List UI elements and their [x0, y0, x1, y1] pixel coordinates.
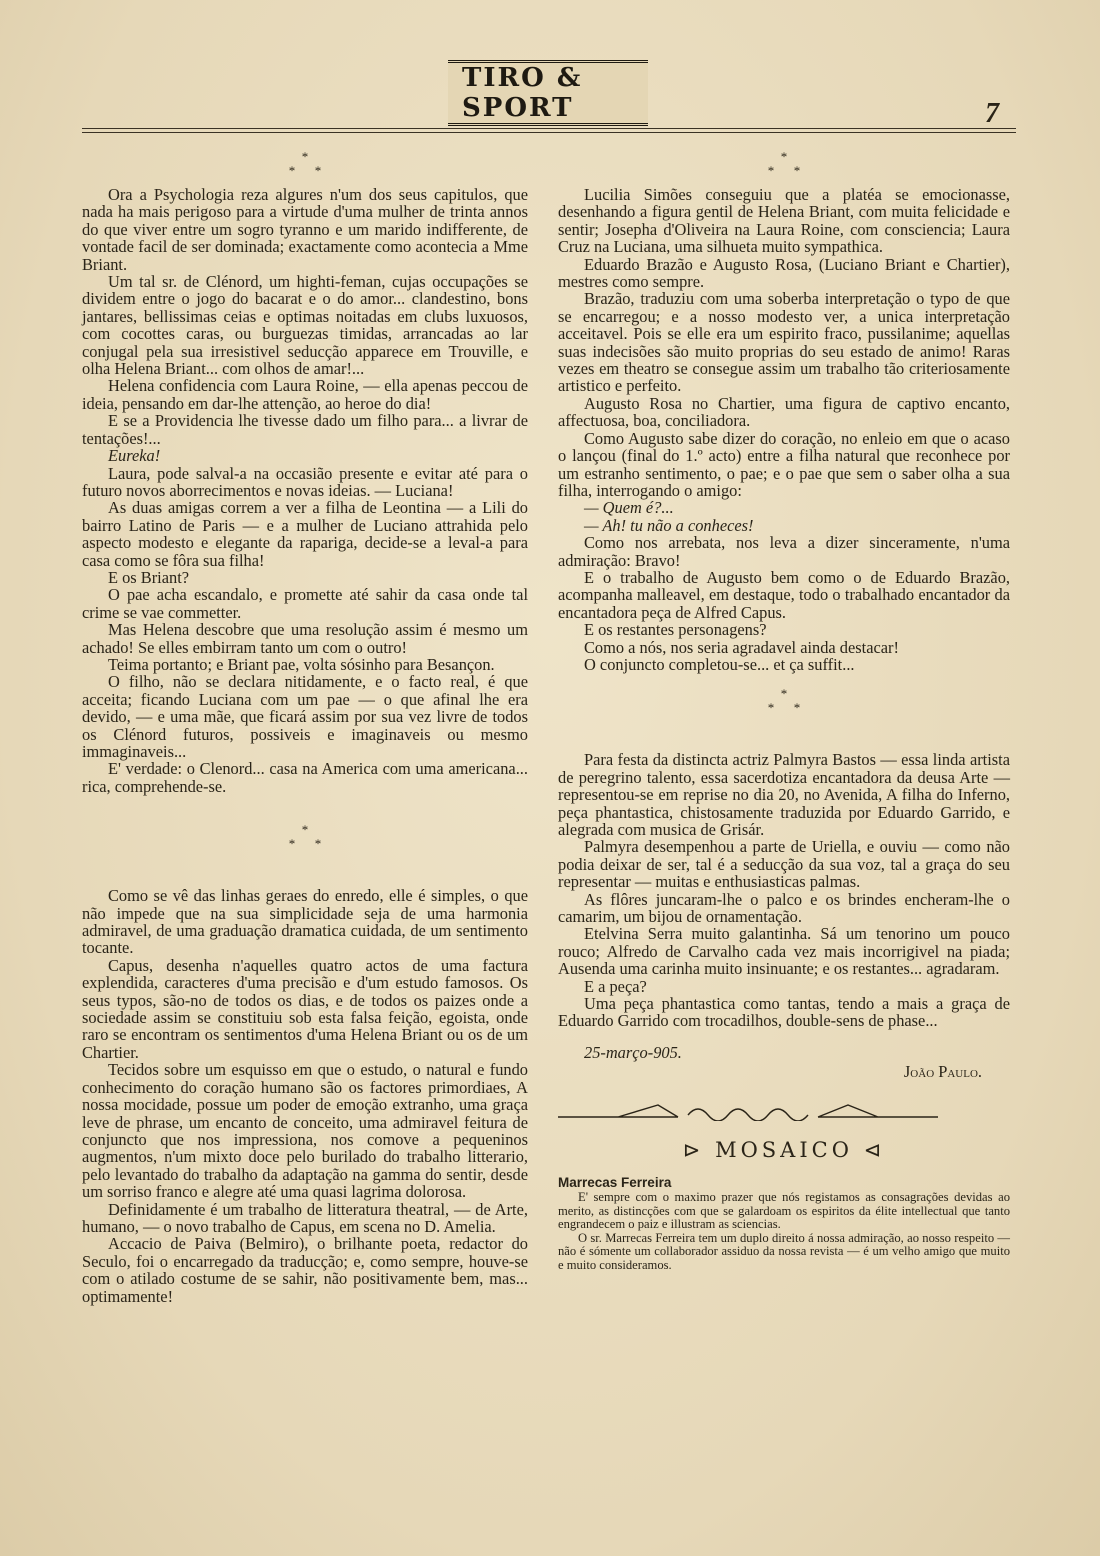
- paragraph: Brazão, traduziu com uma soberba interpretação o typo de que se encarregou; e a nosso modesto ver, a unica interpretação acceitavel. Pois se elle era um espirito fraco, pussilanime; aquellas suas indecisões são muito proprias do seu estado de animo! Raras vezes em theatro se consegue assim um trabalho tão criteriosamente artistico e perfeito.: [558, 289, 1010, 396]
- paragraph: Como Augusto sabe dizer do coração, no enleio em que o acaso o lançou (final do 1.º acto) entre a filha natural que reconhece por um estranho sentimento, o pae; e o pae que sem o saber olha a sua filha, interrogando o amigo:: [558, 428, 1010, 500]
- paragraph: Lucilia Simões conseguiu que a platéa se emocionasse, desenhando a figura gentil de Helena Briant, com muita felicidade e sentir; Josepha d'Oliveira na Laura Roine, com consciencia; Laura Cruz na Luciana, uma silhueta muito sympathica.: [558, 185, 1010, 257]
- subsection-heading: Marrecas Ferreira: [558, 1174, 672, 1190]
- author-signature: João Paulo.: [903, 1062, 982, 1082]
- paragraph: As flôres juncaram-lhe o palco e os brindes encheram-lhe o camarim, um bijou de ornamentação.: [558, 889, 1010, 927]
- paragraph: O filho, não se declara nitidamente, e o facto real, é que acceita; ficando Luciana com um pae — o que afinal lhe era devido, — e uma mãe, que ficará assim por sua vez livre de todos os Clénord futuros, possiveis e imaginaveis ou mesmo immaginaveis...: [82, 672, 528, 761]
- paragraph: Uma peça phantastica como tantas, tendo a mais a graça de Eduardo Garrido com trocadilhos, double-sens de phase...: [558, 994, 1010, 1031]
- paragraph: Eduardo Brazão e Augusto Rosa, (Luciano Briant e Chartier), mestres como sempre.: [558, 254, 1010, 292]
- section-separator: * * *: [288, 149, 322, 178]
- paragraph: E se a Providencia lhe tivesse dado um filho para... a livrar de tentações!...: [82, 411, 528, 448]
- paragraph: Como a nós, nos seria agradavel ainda destacar!: [584, 637, 899, 657]
- paragraph: E o trabalho de Augusto bem como o de Eduardo Brazão, acompanha malleavel, em destaque, todo o trabalhado encantador da encantadora peça de Alfred Capus.: [558, 567, 1010, 622]
- paragraph: Accacio de Paiva (Belmiro), o brilhante poeta, redactor do Seculo, foi o encarregado da traducção; e, como sempre, houve-se com o atilado costume de se sahir, não positivamente bem, mas... optimamente!: [82, 1234, 528, 1306]
- section-separator: * * *: [288, 822, 322, 852]
- pointing-hand-left-icon: ⊳: [682, 1138, 705, 1163]
- paragraph: Augusto Rosa no Chartier, uma figura de captivo encanto, affectuosa, boa, conciliadora.: [558, 393, 1010, 431]
- paragraph: O sr. Marrecas Ferreira tem um duplo direito á nossa admiração, ao nosso respeito — não é sómente um collaborador assiduo da nossa revista — é um velho amigo que muito e muito consideramos.: [558, 1230, 1010, 1272]
- ornamental-divider: [558, 1099, 938, 1121]
- dialogue-line: — Ah! tu não a conheces!: [584, 515, 754, 535]
- section-title-mosaico: ⊳ MOSAICO ⊲: [682, 1138, 886, 1163]
- paragraph: Mas Helena descobre que uma resolução assim é mesmo um achado! Se elles embirram tanto um com o outro!: [82, 620, 528, 657]
- section-separator: * * *: [767, 686, 801, 716]
- paragraph: Como nos arrebata, nos leva a dizer sinceramente, n'uma admiração: Bravo!: [558, 533, 1010, 570]
- paragraph: Capus, desenha n'aquelles quatro actos de uma factura explendida, caracteres d'uma precisão e d'um estudo famosos. Os seus typos, são-no de todos os dias, e de todos os paizes onde a sociedade assim se constituiu sob esta falsa feição, egoista, onde raro se encontram os sentimentos d'uma Helena Briant ou os de um Chartier.: [82, 955, 528, 1062]
- mosaico-body: [558, 1191, 1010, 1273]
- right-column: [558, 150, 1010, 1272]
- paragraph: Tecidos sobre um esquisso em que o estudo, o natural e fundo conhecimento do coração humano são os factores primordiaes, A nossa mocidade, possue um poder de emoção extranho, uma graça leve de phrase, um encanto de conceito, uma admiravel feitura de conjuncto que nos impressiona, nos comove a pequeninos augmentos, n'um mixto doce pelo burilado do trabalho litterario, pelo levantado do trabalho da adaptação na gamma do sentir, desde um sorriso franco e alegre até uma quasi lagrima dolorosa.: [82, 1060, 528, 1202]
- paragraph: Helena confidencia com Laura Roine, — ella apenas peccou de ideia, pensando em dar-lhe attenção, ao heroe do dia!: [82, 376, 528, 413]
- paragraph: E' verdade: o Clenord... casa na America com uma americana... rica, comprehende-se.: [82, 759, 528, 796]
- paragraph: O conjuncto completou-se... et ça suffit...: [584, 654, 855, 674]
- page-number: 7: [985, 98, 999, 129]
- masthead-logo: [448, 63, 648, 123]
- paragraph: Para festa da distincta actriz Palmyra Bastos — essa linda artista de peregrino talento, essa sacerdotiza encantadora da deusa Arte — representou-se em reprise no dia 20, no Avenida, A filha do Inferno, peça phantastica, chistosamente traduzida por Eduardo Garrido, e alegrada com musica de Grisár.: [558, 750, 1010, 839]
- paragraph: E os restantes personagens?: [584, 620, 767, 640]
- paragraph: As duas amigas correm a ver a filha de Leontina — a Lili do bairro Latino de Paris — e a mulher de Luciano attrahida pelo aspecto modesto e elegante da rapariga, decide-se a leval-a para casa como se fôra sua filha!: [82, 498, 528, 570]
- masthead-title: TIRO & SPORT: [448, 60, 648, 126]
- section-separator: * * *: [767, 149, 801, 178]
- article-date: 25-março-905.: [584, 1042, 682, 1062]
- header-rule: [82, 128, 1016, 129]
- paragraph: Palmyra desempenhou a parte de Uriella, e ouviu — como não podia deixar de ser, tal é a seducção da sua voz, tal a graça do seu representar — muitas e enthusiasticas palmas.: [558, 837, 1010, 892]
- paragraph: Ora a Psychologia reza algures n'um dos seus capitulos, que nada ha mais perigoso para a virtude d'uma mulher de trinta annos do que viver entre um sogro tyranno e um marido indifferente, de vontade facil de ser dominada; exactamente como acontecia a Mme Briant.: [82, 185, 528, 274]
- paragraph: Definidamente é um trabalho de litteratura theatral, — de Arte, humano, — o novo trabalho de Capus, em scena no D. Amelia.: [82, 1199, 528, 1236]
- header-rule-secondary: [82, 132, 1016, 133]
- pointing-hand-right-icon: ⊲: [863, 1138, 886, 1163]
- paragraph: Eureka!: [108, 446, 161, 466]
- paragraph: Teima portanto; e Briant pae, volta sósinho para Besançon.: [108, 654, 495, 674]
- paragraph: Laura, pode salval-a na occasião presente e evitar até para o futuro novos aborrecimentos e novas ideias. — Luciana!: [82, 463, 528, 500]
- paragraph: Um tal sr. de Clénord, um highti-feman, cujas occupações se dividem entre o jogo do bacarat e o do amor... clandestino, bons jantares, bellissimas ceias e optimas noitadas em clubs luxuosos, com cocottes caras, ou burguezas timidas, arrancadas ao lar conjugal pela sua irresistivel seducção apparece em Trouville, e olha Helena Briant... com olhos de amar!...: [82, 272, 528, 379]
- paragraph: Etelvina Serra muito galantinha. Sá um tenorino um pouco rouco; Alfredo de Carvalho cada vez mais incorrigivel na piada; Ausenda uma carinha muito insinuante; e os restantes... agradaram.: [558, 924, 1010, 979]
- paragraph: E' sempre com o maximo prazer que nós registamos as consagrações devidas ao merito, as distincções com que se galardoam os espiritos da élite intellectual que tanto engrandecem o paiz e illustram as sciencias.: [558, 1189, 1010, 1232]
- left-column: [82, 150, 528, 1305]
- paragraph: E os Briant?: [108, 567, 190, 587]
- paragraph: O pae acha escandalo, e promette até sahir da casa onde tal crime se vae commetter.: [82, 585, 528, 622]
- dialogue-line: — Quem é?...: [584, 498, 674, 518]
- paragraph: E a peça?: [584, 976, 647, 996]
- paragraph: Como se vê das linhas geraes do enredo, elle é simples, o que não impede que na sua simplicidade seja de uma harmonia admiravel, de uma graduação dramatica cuidada, de um sentimento tocante.: [82, 886, 528, 958]
